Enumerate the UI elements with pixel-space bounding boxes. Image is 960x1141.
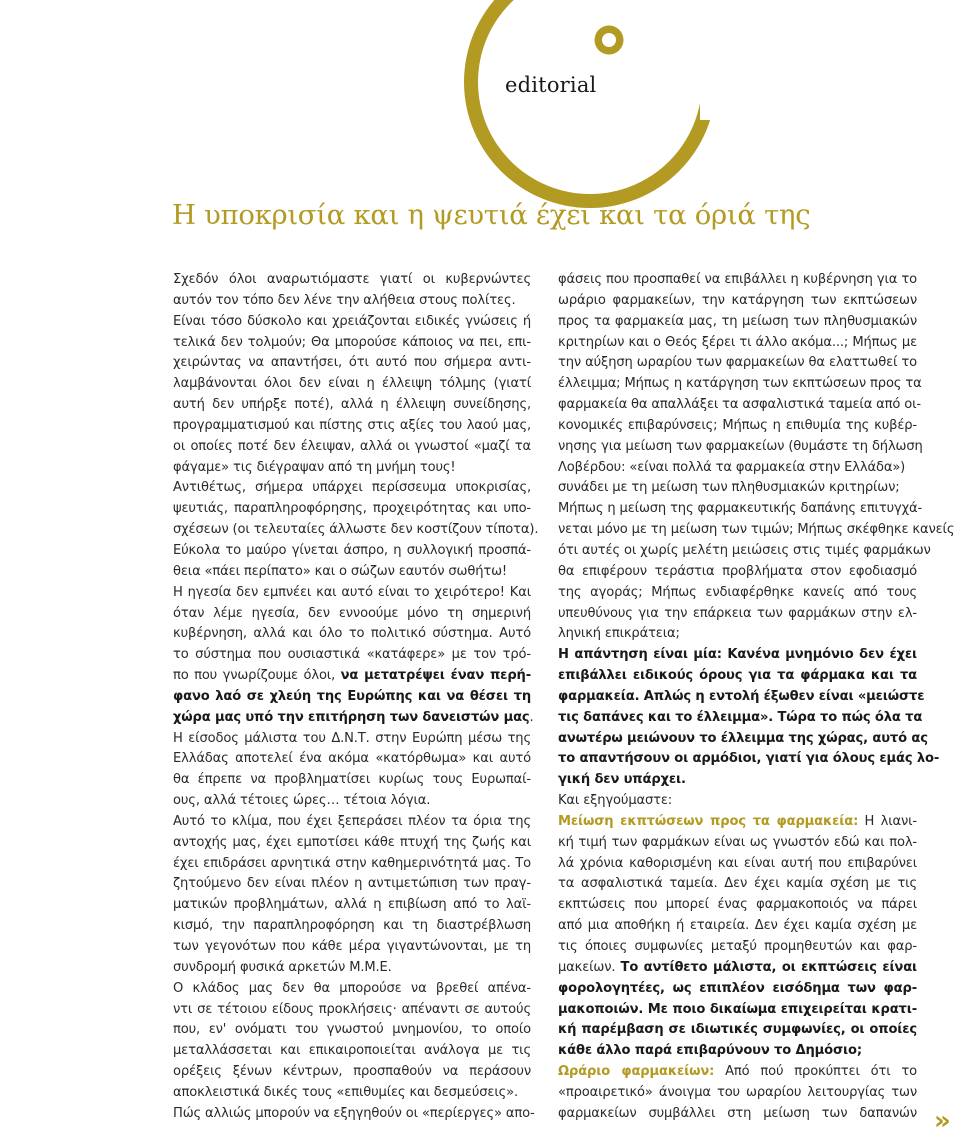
bold-run: ανωτέρω μειώνουν το έλλειμμα της χώρας, αυτό ας <box>558 730 928 746</box>
text-line <box>558 729 928 750</box>
text-run: Από πού προκύπτει ότι το <box>714 1064 917 1080</box>
text-line <box>173 604 531 625</box>
text-run: Σχεδόν όλοι αναρωτιόμαστε γιατί οι κυβερνώντες <box>173 272 531 287</box>
bold-run: χώρα μας υπό την επιτήρηση των δανειστών μας <box>173 709 530 725</box>
text-run: . <box>529 709 534 725</box>
bold-run: επιβάλλει ειδικούς όρους για τα φάρμακα και τα <box>558 668 917 684</box>
text-run: φάσεις που προσπαθεί να επιβάλλει η κυβέρνηση για το <box>558 272 917 287</box>
text-run: Πώς αλλιώς μπορούν να εξηγηθούν οι «περίεργες» απο- <box>173 1105 535 1121</box>
text-line <box>558 333 917 354</box>
bold-run: φαρμακεία. Απλώς η εντολή έξωθεν είναι «μειώστε <box>558 688 925 704</box>
text-line <box>558 812 917 833</box>
bold-run: το απαντήσουν οι αρμόδιοι, γιατί για όλους εμάς λο- <box>558 751 940 767</box>
text-line <box>173 312 531 333</box>
text-line <box>173 708 534 729</box>
text-line <box>173 916 531 937</box>
text-run: το σύστημα που ουσιαστικά «κατάφερε» με τον τρό- <box>173 647 531 663</box>
text-line <box>558 437 923 458</box>
text-run: ορέξεις ξένων κέντρων, προσπαθούν να περάσουν <box>173 1064 531 1080</box>
text-line <box>173 1020 531 1041</box>
text-run: σχέσεων (οι τελευταίες άλλωστε δεν κοστίζουν τίποτα). <box>173 522 539 538</box>
text-line <box>173 541 531 562</box>
text-line <box>173 749 531 770</box>
logo-ring-cut-2 <box>700 60 960 120</box>
text-run: νησης για μείωση των φαρμακείων (θυμάστε τη δήλωση <box>558 438 923 454</box>
editorial-logo <box>0 0 960 210</box>
text-run: οι οποίες ποτέ δεν έλειψαν, αλλά οι γνωστοί «μαζί τα <box>173 438 531 454</box>
text-run: αυτή δεν υπήρξε ποτέ), αλλά η έλλειψη συνείδησης, <box>173 397 531 413</box>
text-run: φάγαμε» τις διέγραψαν από τη μνήμη τους! <box>173 459 456 475</box>
text-run: εκπτώσεις που μπορεί ένας φαρμακοποιός να πάρει <box>558 897 917 913</box>
text-run: μεταλλάσσεται και επικαιροποιείται ανάλογα με τις <box>173 1043 531 1059</box>
bold-run: φανο λαό σε χλεύη της Ευρώπης και να θέσει τη <box>173 688 531 704</box>
text-run: ους, αλλά τέτοιες ώρες… τέτοια λόγια. <box>173 793 431 809</box>
text-line <box>558 1000 917 1021</box>
text-line <box>558 749 940 770</box>
text-run: των γεγονότων που κάθε μέρα γιγαντώνονται, με τη <box>173 939 531 954</box>
continue-arrow-icon[interactable]: » <box>934 1106 951 1136</box>
text-line <box>558 353 917 374</box>
text-line <box>173 937 531 958</box>
text-run: θα έπρεπε να προβληματίσει κυρίως τους Ευρωπαί- <box>173 772 531 788</box>
text-line <box>173 666 531 687</box>
text-line <box>558 520 955 541</box>
text-run: ωράριο φαρμακείων, την κατάργηση των εκπτώσεων <box>558 292 917 308</box>
text-line <box>173 395 531 416</box>
text-line <box>558 541 931 562</box>
text-run: κή τιμή των φαρμάκων είναι ως γνωστόν εδώ και πολ- <box>558 834 917 850</box>
bold-run: Η απάντηση είναι μία: Κανένα μνημόνιο δεν έχει <box>558 647 917 663</box>
text-run: ότι αυτές οι χωρίς μελέτη μειώσεις στις τιμές φαρμάκων <box>558 542 931 558</box>
text-line <box>173 854 531 875</box>
article-column-left <box>173 270 539 1125</box>
text-line <box>558 645 917 666</box>
text-run: Είναι τόσο δύσκολο και χρειάζονται ειδικές γνώσεις ή <box>173 313 531 329</box>
text-line <box>558 458 917 479</box>
text-run: Αντιθέτως, σήμερα υπάρχει περίσσευμα υποκρισίας, <box>173 480 531 496</box>
text-line <box>173 1041 531 1062</box>
text-line <box>173 437 531 458</box>
text-run: τελικά δεν τολμούν; Θα μπορούσε κάποιος να πει, επι- <box>173 334 531 350</box>
text-line <box>558 1020 917 1041</box>
text-line <box>173 874 531 895</box>
text-line <box>558 708 923 729</box>
bold-run: γική δεν υπάρχει. <box>558 772 686 788</box>
text-line <box>173 770 531 791</box>
text-run: Ελλάδας αποτελεί ένα ακόμα «κατόρθωμα» και αυτό <box>173 751 531 767</box>
text-run: όταν λέμε ηγεσία, δεν εννοούμε μόνο τη σημερινή <box>173 605 531 621</box>
text-run: κονομικές επιβαρύνσεις; Μήπως η επιθυμία της κυβέρ- <box>558 417 917 433</box>
text-run: «προαιρετικό» άνοιγμα του ωραρίου λειτουργίας των <box>558 1084 917 1100</box>
bold-run: τις δαπάνες και το έλλειμμα». Τώρα το πώς όλα τα <box>558 709 923 725</box>
text-run: χειρώντας να απαντήσει, ότι αυτό που σήμερα αντι- <box>173 355 531 371</box>
text-run: έχει επιδράσει αρνητικά στην καθημερινότητά μας. Το <box>173 855 531 871</box>
text-line <box>173 478 531 499</box>
text-line <box>558 291 917 312</box>
bold-run: να μετατρέψει έναν περή- <box>340 668 531 684</box>
text-run: ζητούμενο δεν είναι πλέον η αντιμετώπιση των πραγ- <box>173 876 531 892</box>
text-run: Η είσοδος μάλιστα του Δ.Ν.Τ. στην Ευρώπη μέσω της <box>173 730 531 746</box>
text-line <box>173 520 539 541</box>
bold-run: φορολογητέες, ως επιπλέον εισόδημα των φαρ- <box>558 980 917 996</box>
text-line <box>173 291 531 312</box>
text-run: τα ασφαλιστικά ταμεία. Δεν έχει καμία σχέση με τις <box>558 876 917 892</box>
text-line <box>558 666 917 687</box>
text-line <box>558 604 917 625</box>
text-run: Εύκολα το μαύρο γίνεται άσπρο, η συλλογική προσπά- <box>173 542 531 558</box>
text-run: μακείων. <box>558 959 621 975</box>
text-run: Ο κλάδος μας δεν θα μπορούσε να βρεθεί απένα- <box>173 980 531 996</box>
text-line <box>173 833 531 854</box>
text-line <box>173 333 531 354</box>
text-run: νεται μόνο με τη μείωση των τιμών; Μήπως σκέφθηκε κανείς <box>558 522 955 538</box>
text-line <box>558 770 917 791</box>
text-run: φαρμακεία θα απαλλάξει τα ασφαλιστικά ταμεία από οι- <box>558 397 921 413</box>
text-run: κυβέρνηση, αλλά και όλο το πολιτικό σύστημα. Αυτό <box>173 626 531 642</box>
text-run: αυτόν τον τόπο δεν λένε την αλήθεια στους πολίτες. <box>173 292 516 308</box>
text-run: πο που γνωρίζουμε όλοι, <box>173 668 341 684</box>
text-run: Λοβέρδου: «είναι πολλά τα φαρμακεία στην Ελλάδα») <box>558 459 906 475</box>
text-line <box>173 895 531 916</box>
logo-c-shape <box>0 0 960 210</box>
text-run: λαμβάνονται όλοι δεν είναι η έλλειψη τόλμης (γιατί <box>173 376 531 392</box>
text-line <box>173 958 531 979</box>
text-run: φαρμακείων συμβάλλει στη μείωση των δαπανών <box>558 1105 917 1121</box>
text-run: κριτηρίων και ο Θεός ξέρει τι άλλο ακόμα...; Μήπως με <box>558 334 917 350</box>
text-line <box>558 624 917 645</box>
article-headline: Η υποκρισία και η ψευτιά έχει και τα όριά της <box>172 199 811 231</box>
text-line <box>558 833 917 854</box>
text-line <box>173 583 531 604</box>
text-run: ψευτιάς, παραπληροφόρησης, προχειρότητας και υπο- <box>173 501 531 517</box>
subheading-run: Μείωση εκπτώσεων προς τα φαρμακεία: <box>558 813 859 829</box>
text-run: Η λιανι- <box>858 813 917 829</box>
text-line <box>173 729 531 750</box>
text-line <box>173 979 531 1000</box>
text-run: έλλειμμα; Μήπως η κατάργηση των εκπτώσεων προς τα <box>558 376 922 392</box>
text-run: Αυτό το κλίμα, που έχει ξεπεράσει πλέον τα όρια της <box>173 813 531 829</box>
text-run: την αύξηση ωραρίου των φαρμακείων θα ελαττωθεί το <box>558 355 917 371</box>
text-line <box>558 1041 917 1062</box>
text-line <box>173 687 531 708</box>
text-line <box>173 812 531 833</box>
text-run: προγραμματισμού και πίστης στις αξίες του λαού μας, <box>173 417 531 433</box>
logo-label: editorial <box>505 73 597 97</box>
text-line <box>558 499 923 520</box>
text-line <box>558 312 917 333</box>
text-line <box>558 874 917 895</box>
logo-dot-inner <box>602 33 616 47</box>
text-run: Η ηγεσία δεν εμπνέει και αυτό είναι το χειρότερο! Και <box>173 584 531 600</box>
text-run: ματικών προβλημάτων, αλλά η επιβίωση από το λαϊ- <box>173 897 531 913</box>
text-run: από μια αποθήκη ή εταιρεία. Δεν έχει καμία σχέση με <box>558 918 917 934</box>
text-line <box>173 645 531 666</box>
text-line <box>558 478 917 499</box>
text-run: ληνική επικράτεια; <box>558 626 680 642</box>
text-line <box>173 353 531 374</box>
text-line <box>173 1083 531 1104</box>
text-run: της αγοράς; Μήπως ενδιαφέρθηκε κανείς από τους <box>558 584 917 600</box>
text-line <box>558 583 917 604</box>
text-line <box>558 1062 917 1083</box>
bold-run: κή παρέμβαση σε ιδιωτικές συμφωνίες, οι οποίες <box>558 1022 917 1038</box>
text-line <box>173 374 531 395</box>
text-line <box>173 562 531 583</box>
text-run: λά χρόνια καθορισμένη και είναι αυτή που επιβαρύνει <box>558 855 917 871</box>
text-line <box>558 895 917 916</box>
text-line <box>173 624 531 645</box>
text-run: συνάδει με τη μείωση των πληθυσμιακών κριτηρίων; <box>558 480 900 496</box>
text-run: Μήπως η μείωση της φαρμακευτικής δαπάνης επιτυγχά- <box>558 501 923 517</box>
text-line <box>558 958 917 979</box>
text-line <box>558 395 921 416</box>
text-line <box>558 916 917 937</box>
text-line <box>558 791 917 812</box>
text-line <box>558 562 917 583</box>
text-line <box>558 374 922 395</box>
text-run: Και εξηγούμαστε: <box>558 793 673 809</box>
text-run: που, εν' ονόματι του γνωστού μνημονίου, το οποίο <box>173 1022 531 1038</box>
text-run: υπευθύνους για την επάρκεια των φαρμάκων στην ελ- <box>558 605 917 621</box>
text-line <box>173 791 531 812</box>
bold-run: Το αντίθετο μάλιστα, οι εκπτώσεις είναι <box>620 959 917 975</box>
text-line <box>558 1083 917 1104</box>
text-line <box>173 1104 535 1125</box>
text-run: συνδρομή φυσικά αρκετών Μ.Μ.Ε. <box>173 959 392 975</box>
text-line <box>558 687 925 708</box>
text-line <box>173 458 531 479</box>
text-line <box>173 499 531 520</box>
text-run: θα επιφέρουν τεράστια προβλήματα στον εφοδιασμό <box>558 563 917 579</box>
text-line <box>173 270 531 291</box>
text-line <box>558 416 917 437</box>
text-line <box>558 1104 917 1125</box>
text-run: κισμό, την παραπληροφόρηση και τη διαστρέβλωση <box>173 918 531 934</box>
subheading-run: Ωράριο φαρμακείων: <box>558 1064 715 1080</box>
bold-run: μακοποιών. Με ποιο δικαίωμα επιχειρείται κρατι- <box>558 1001 917 1017</box>
text-run: ντι σε τέτοιου είδους προκλήσεις· απέναντι σε αυτούς <box>173 1001 531 1017</box>
text-line <box>173 1000 531 1021</box>
text-line <box>558 937 917 958</box>
text-line <box>558 854 917 875</box>
text-run: προς τα φαρμακεία μας, τη μείωση των πληθυσμιακών <box>558 313 917 329</box>
text-run: τις όποιες συμφωνίες μεταξύ προμηθευτών και φαρ- <box>558 939 917 954</box>
bold-run: κάθε άλλο παρά επιβαρύνουν το Δημόσιο; <box>558 1043 862 1059</box>
text-run: θεια «πάει περίπατο» και ο σώζων εαυτόν σωθήτω! <box>173 563 508 579</box>
text-line <box>173 1062 531 1083</box>
text-line <box>558 979 917 1000</box>
text-line <box>558 270 917 291</box>
text-line <box>173 416 531 437</box>
article-column-right <box>558 270 955 1125</box>
text-run: αποκλειστικά δικές τους «επιθυμίες και δεσμεύσεις». <box>173 1084 519 1100</box>
text-run: αντοχής μας, έχει εμποτίσει κάθε πτυχή της ζωής και <box>173 834 531 850</box>
